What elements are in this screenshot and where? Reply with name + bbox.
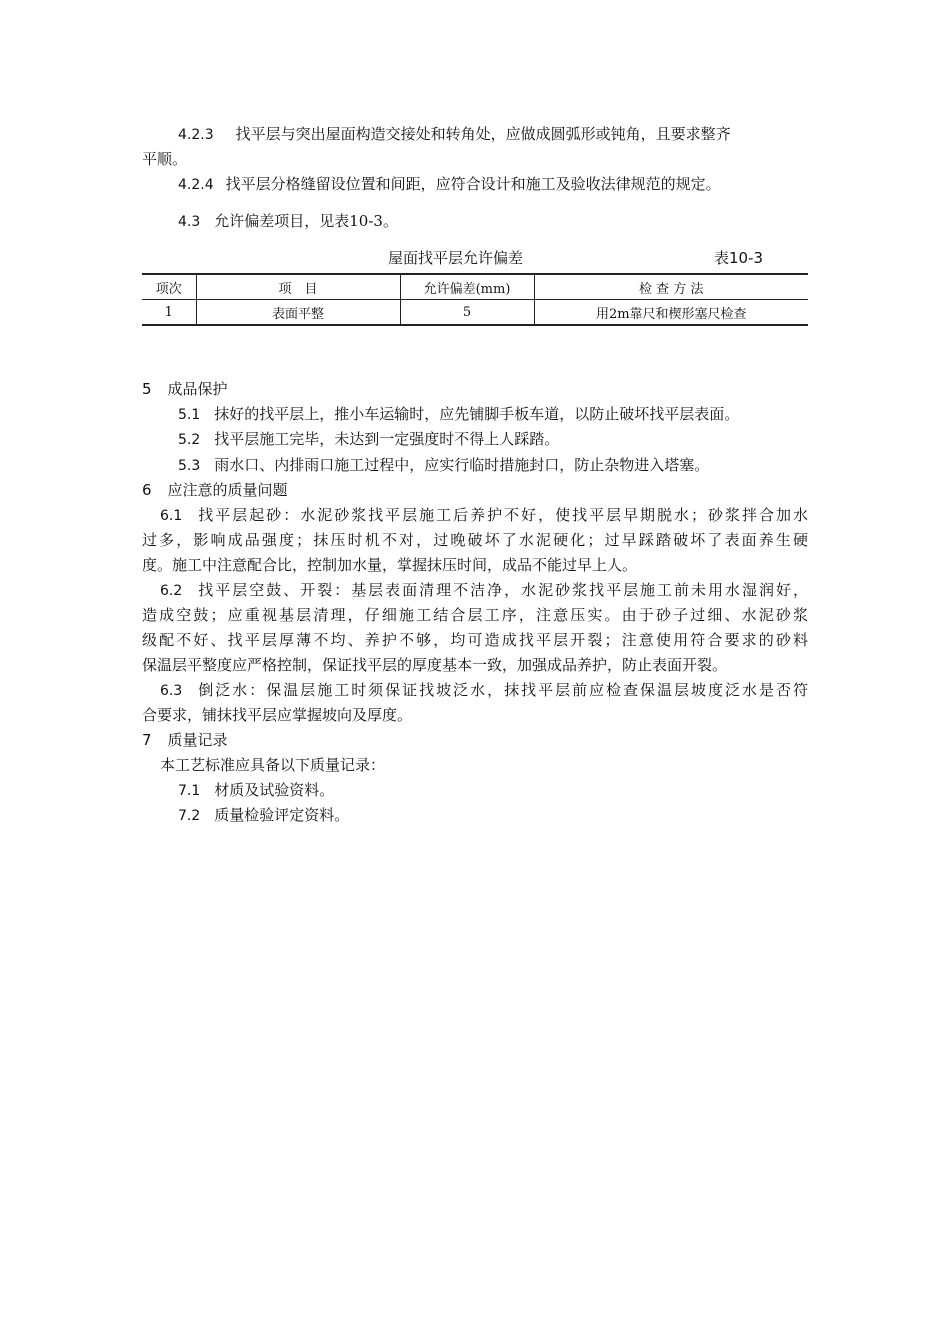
clause-number: 6.3 <box>160 683 183 699</box>
clause-text: 倒泛水：保温层施工时须保证找坡泛水，抹找平层前应检查保温层坡度泛水是否符 <box>196 681 808 699</box>
clause-number: 7.2 <box>178 808 201 824</box>
clause-number: 4.2.3 <box>178 127 214 143</box>
clause-text: 抹好的找平层上，推小车运输时，应先铺脚手板车道，以防止破坏找平层表面。 <box>214 405 740 423</box>
clause-number: 4.3 <box>178 214 201 230</box>
clause-number: 7.1 <box>178 783 201 799</box>
paragraph-5-2 <box>178 428 559 451</box>
clause-number: 4.2.4 <box>178 177 214 193</box>
clause-text: 找平层施工完毕，未达到一定强度时不得上人踩踏。 <box>214 430 560 448</box>
clause-text: 过多，影响成品强度；抹压时机不对，过晚破坏了水泥硬化；过早踩踏破坏了表面养生硬 <box>142 531 808 549</box>
section-title: 质量记录 <box>167 731 228 749</box>
clause-text: 允许偏差项目，见表10-3。 <box>214 212 398 230</box>
paragraph-6-2-line-2 <box>142 604 808 626</box>
clause-text: 材质及试验资料。 <box>214 781 335 799</box>
paragraph-4-2-4 <box>178 173 721 196</box>
clause-text: 级配不好、找平层厚薄不均、养护不够，均可造成找平层开裂；注意使用符合要求的砂料 <box>142 631 808 649</box>
table-title: 屋面找平层允许偏差 <box>388 249 524 267</box>
paragraph-5-3 <box>178 454 709 477</box>
paragraph-6-2-line-4 <box>142 654 727 676</box>
paragraph-6-2-line-3 <box>142 629 808 651</box>
clause-number: 5.1 <box>178 407 201 423</box>
clause-number: 6.1 <box>160 508 183 524</box>
paragraph-6-3-line-2 <box>142 704 412 726</box>
clause-text: 造成空鼓；应重视基层清理，仔细施工结合层工序，注意压实。由于砂子过细、水泥砂浆 <box>142 606 808 624</box>
paragraph-6-3-line-1 <box>160 679 808 702</box>
table-header-cell: 项次 <box>142 274 196 300</box>
table-header-row <box>142 274 808 300</box>
paragraph-5-1 <box>178 403 739 426</box>
clause-text: 找平层分格缝留设位置和间距，应符合设计和施工及验收法律规范的规定。 <box>225 175 721 193</box>
table-header-cell: 检 查 方 法 <box>534 274 808 300</box>
table-cell: 用2m靠尺和楔形塞尺检查 <box>534 300 808 326</box>
clause-number: 5.3 <box>178 458 201 474</box>
clause-text: 本工艺标准应具备以下质量记录： <box>160 756 386 774</box>
clause-number: 5.2 <box>178 432 201 448</box>
paragraph-7-1 <box>178 779 334 802</box>
section-number: 5 <box>142 380 152 398</box>
section-heading-7 <box>142 729 228 751</box>
paragraph-7-2 <box>178 804 349 827</box>
section-heading-6 <box>142 479 288 501</box>
tolerance-table <box>142 273 808 326</box>
section-heading-5 <box>142 378 228 400</box>
clause-text: 合要求，铺抹找平层应掌握坡向及厚度。 <box>142 706 413 724</box>
table-header-cell: 项 目 <box>196 274 400 300</box>
paragraph-6-1-line-3 <box>142 554 637 576</box>
clause-text: 质量检验评定资料。 <box>214 806 350 824</box>
clause-text: 找平层起砂：水泥砂浆找平层施工后养护不好，使找平层早期脱水；砂浆拌合加水 <box>196 506 808 524</box>
table-header-cell: 允许偏差(mm) <box>400 274 534 300</box>
paragraph-6-1-line-1 <box>160 504 808 527</box>
clause-text: 保温层平整度应严格控制，保证找平层的厚度基本一致，加强成品养护，防止表面开裂。 <box>142 656 728 674</box>
paragraph-6-1-line-2 <box>142 529 808 551</box>
paragraph-4-3 <box>178 210 398 233</box>
table-number: 表10-3 <box>714 249 764 267</box>
paragraph-7-intro <box>160 754 385 776</box>
clause-text: 找平层空鼓、开裂：基层表面清理不洁净，水泥砂浆找平层施工前未用水湿润好， <box>196 581 808 599</box>
paragraph-6-2-line-1 <box>160 579 808 602</box>
paragraph-4-2-3-line-1 <box>178 123 808 146</box>
clause-text: 雨水口、内排雨口施工过程中，应实行临时措施封口，防止杂物进入塔塞。 <box>214 456 710 474</box>
section-number: 7 <box>142 731 152 749</box>
paragraph-4-2-3-line-2 <box>142 148 187 170</box>
section-title: 成品保护 <box>167 380 228 398</box>
clause-text: 度。施工中注意配合比，控制加水量，掌握抹压时间，成品不能过早上人。 <box>142 556 638 574</box>
section-number: 6 <box>142 481 152 499</box>
clause-text: 找平层与突出屋面构造交接处和转角处，应做成圆弧形或钝角，且要求整齐 <box>235 125 731 143</box>
table-cell: 5 <box>400 300 534 326</box>
table-cell: 表面平整 <box>196 300 400 326</box>
clause-number: 6.2 <box>160 583 183 599</box>
table-cell: 1 <box>142 300 196 326</box>
section-title: 应注意的质量问题 <box>167 481 288 499</box>
table-row <box>142 300 808 326</box>
clause-text: 平顺。 <box>142 150 188 168</box>
